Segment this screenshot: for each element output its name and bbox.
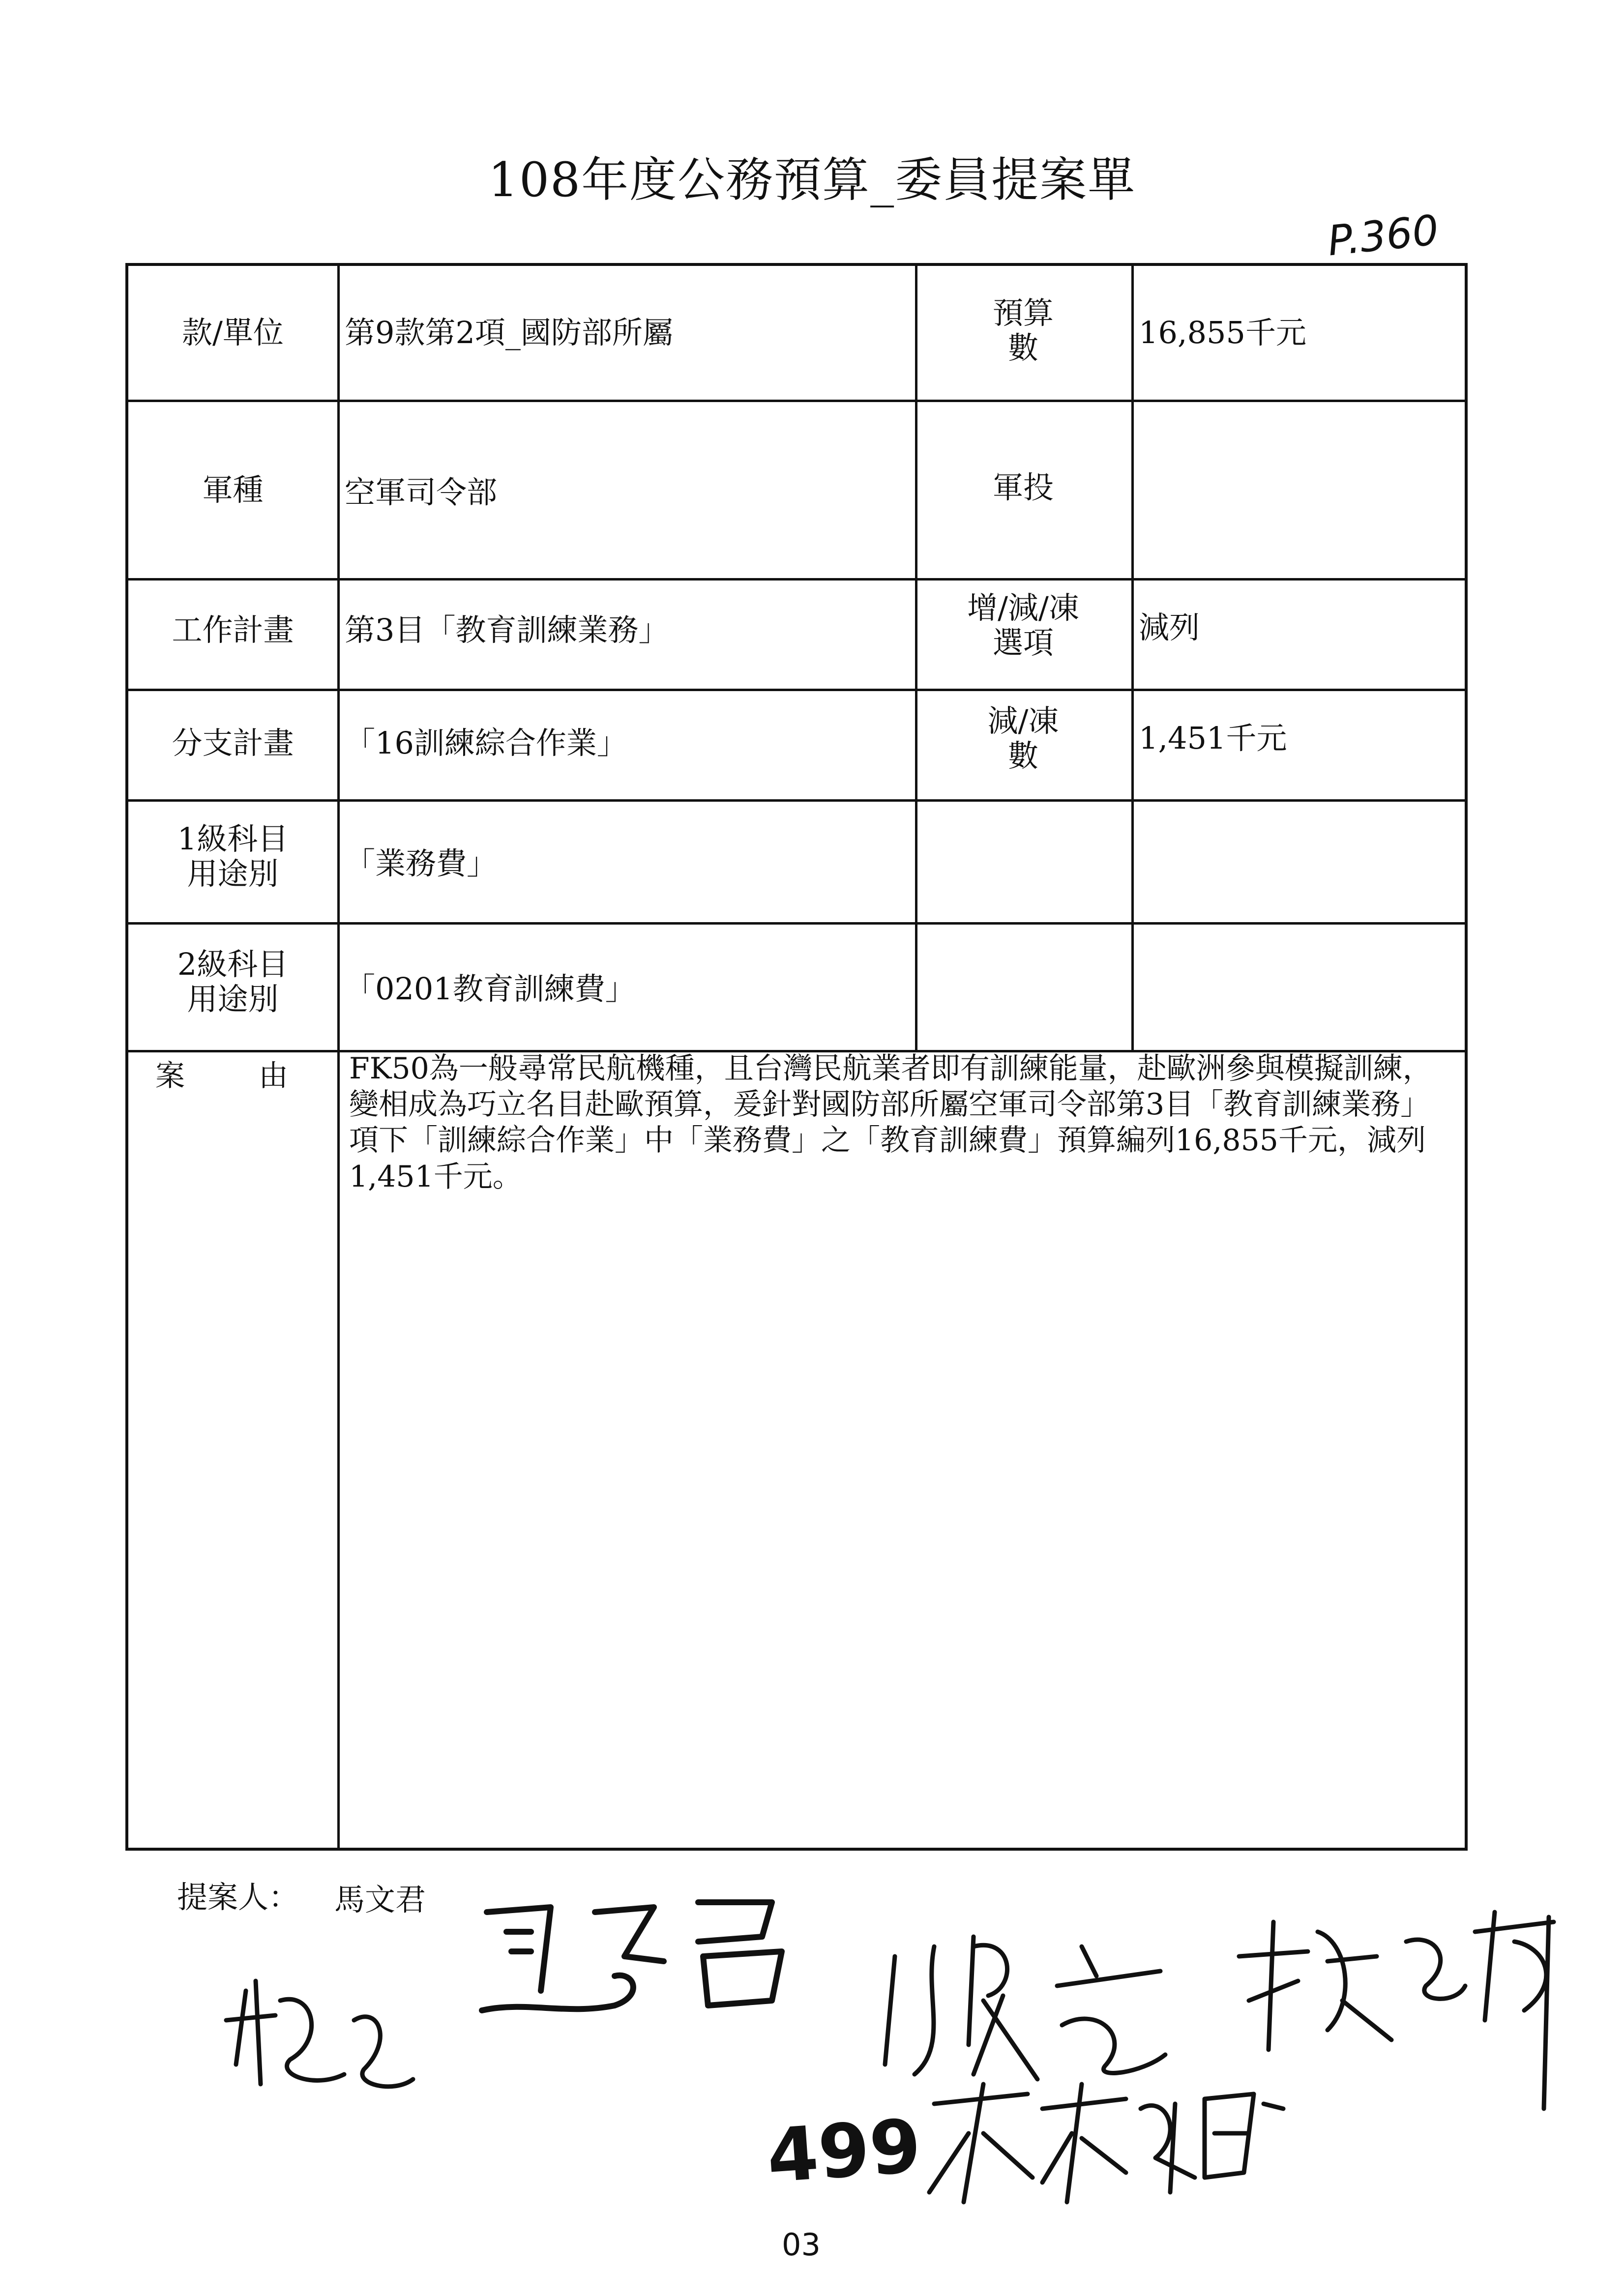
- label-reason-1: 案: [155, 1059, 187, 1093]
- label-military-investment: 軍投: [992, 469, 1054, 505]
- column-divider: [337, 266, 340, 1849]
- proposer-label: 提案人：: [177, 1879, 299, 1915]
- label-cut-amount: 減/凍 數: [987, 703, 1059, 774]
- value-unit: 第9款第2項_國防部所屬: [345, 315, 673, 350]
- reason-text: FK50為一般尋常民航機種，且台灣民航業者即有訓練能量，赴歐洲參與模擬訓練，變相成為巧立名目赴歐預算，爰針對國防部所屬空軍司令部第3目「教育訓練業務」項下「訓練綜合作業」中「業務費」之「教育訓練費」預算編列16,855千元，減列1,451千元。: [349, 1051, 1432, 1194]
- page-number: 03: [782, 2227, 821, 2263]
- value-level2-subject: 「0201教育訓練費」: [345, 971, 636, 1007]
- value-adjust-option: 減列: [1139, 610, 1200, 645]
- label-unit: 款/單位: [182, 315, 284, 350]
- label-reason-2: 由: [259, 1059, 290, 1093]
- label-level1-subject: 1級科目 用途別: [177, 821, 289, 892]
- row-divider: [128, 799, 1466, 802]
- label-branch-plan: 分支計畫: [172, 725, 294, 761]
- page-title: 108年度公務預算_委員提案單: [488, 152, 1136, 207]
- column-divider: [1131, 266, 1134, 1050]
- signature-2: [467, 1883, 811, 2040]
- value-cut-amount: 1,451千元: [1139, 720, 1287, 756]
- handwritten-stamp-number: 499: [764, 2103, 924, 2200]
- label-level2-subject: 2級科目 用途別: [177, 946, 289, 1017]
- row-divider: [128, 922, 1466, 925]
- label-service-branch: 軍種: [202, 472, 264, 508]
- handwritten-page-ref: P.360: [1325, 205, 1441, 265]
- row-divider: [128, 400, 1466, 402]
- value-branch-plan: 「16訓練綜合作業」: [345, 725, 627, 761]
- value-budget-amount: 16,855千元: [1139, 315, 1306, 350]
- value-service-branch: 空軍司令部: [345, 474, 498, 510]
- signature-5: [919, 2064, 1293, 2222]
- row-divider: [128, 578, 1466, 581]
- label-adjust-option: 增/減/凍 選項: [967, 590, 1079, 661]
- proposer-name: 馬文君: [334, 1882, 426, 1918]
- label-work-plan: 工作計畫: [172, 612, 294, 648]
- signature-1: [216, 1961, 423, 2109]
- value-level1-subject: 「業務費」: [345, 845, 498, 881]
- label-budget-amount: 預算 數: [992, 295, 1054, 366]
- row-divider: [128, 689, 1466, 691]
- value-work-plan: 第3目「教育訓練業務」: [345, 612, 669, 648]
